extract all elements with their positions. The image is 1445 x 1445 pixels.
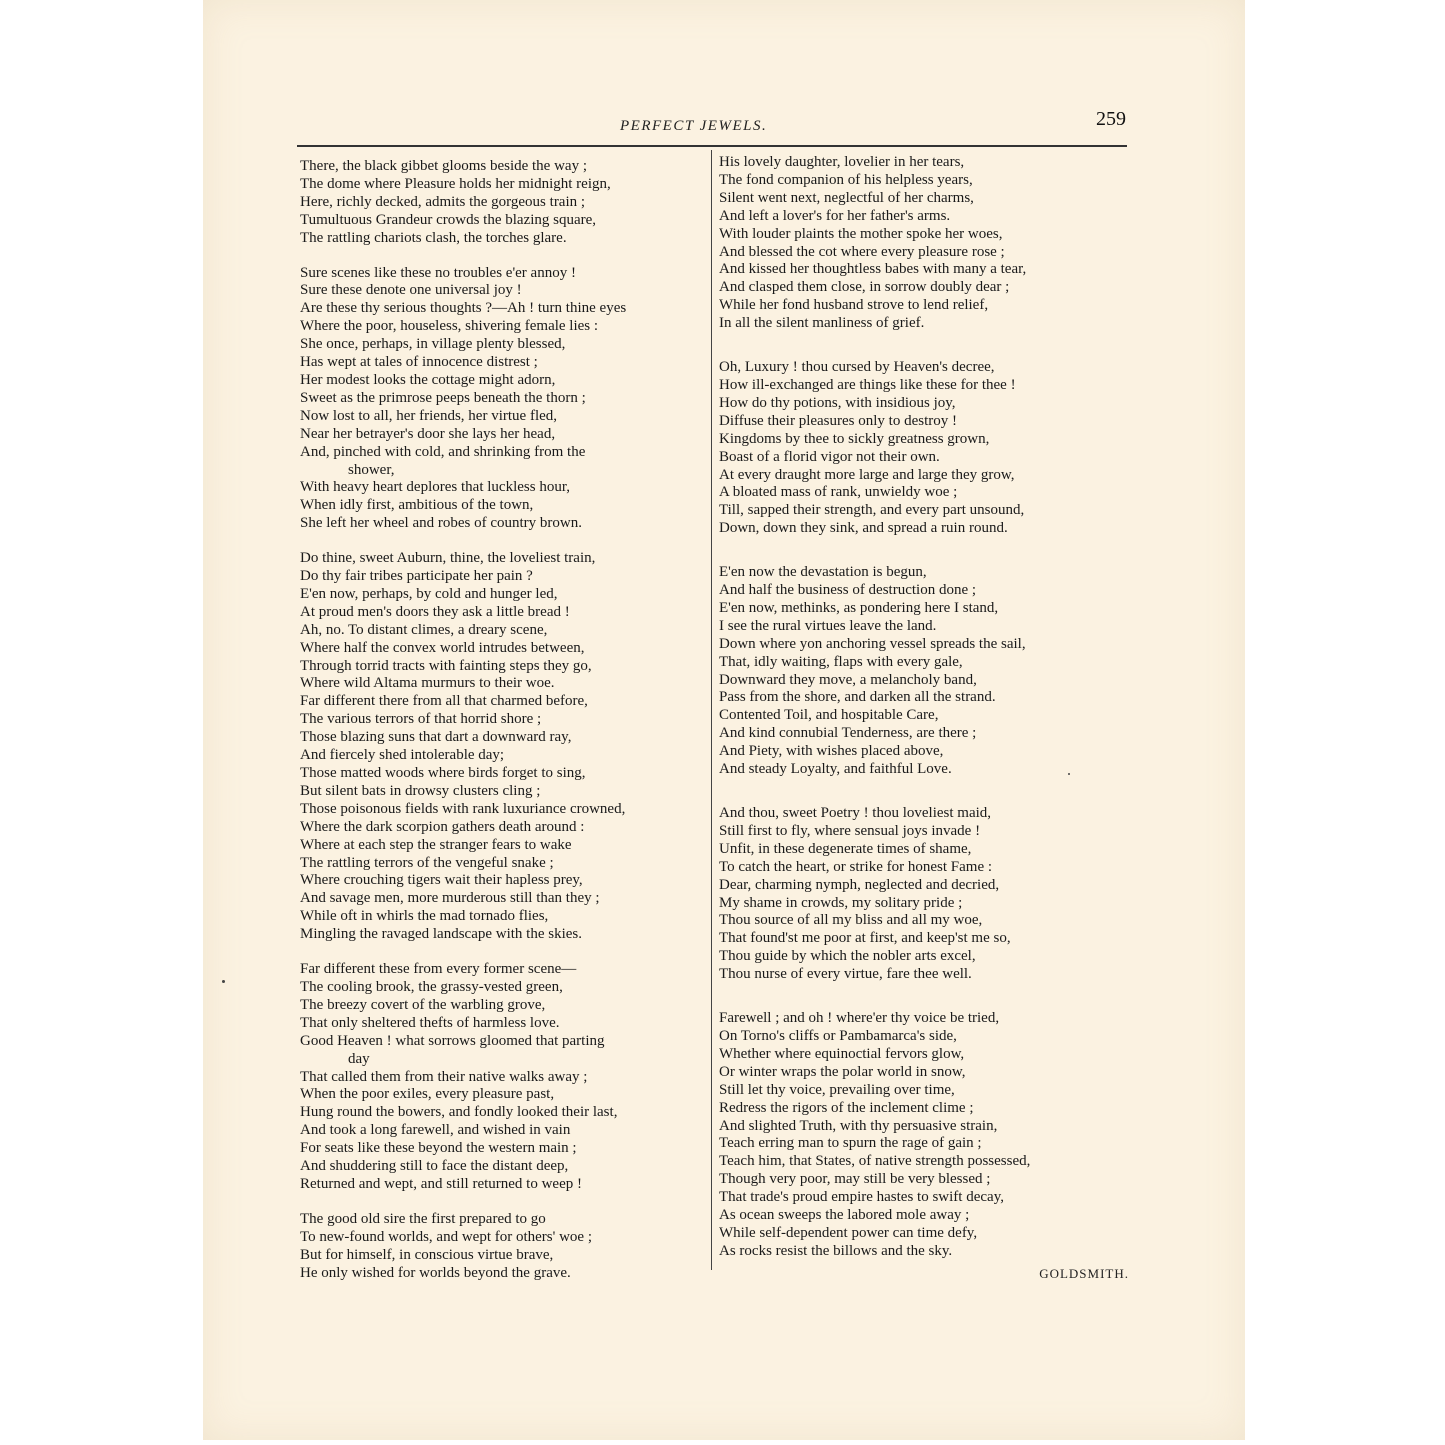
poem-line: While her fond husband strove to lend relief, [719, 297, 989, 314]
poem-line: When idly first, ambitious of the town, [300, 497, 534, 514]
poem-line: Teach him, that States, of native strength possessed, [719, 1153, 1031, 1170]
poem-line: Far different there from all that charmed before, [300, 693, 588, 710]
poem-line: Sure scenes like these no troubles e'er annoy ! [300, 264, 576, 281]
poem-line: How ill-exchanged are things like these for thee ! [719, 376, 1016, 393]
poem-line: Now lost to all, her friends, her virtue fled, [300, 407, 558, 424]
poem-line: Her modest looks the cottage might adorn, [300, 371, 556, 388]
poem-line: At every draught more large and large they grow, [719, 466, 1015, 483]
poem-line: My shame in crowds, my solitary pride ; [719, 894, 963, 911]
stanza-break [719, 538, 1129, 564]
page-speck [1068, 773, 1070, 775]
poem-line: Till, sapped their strength, and every part unsound, [719, 502, 1025, 519]
poem-line: And took a long farewell, and wished in vain [300, 1122, 571, 1139]
poem-line: Kingdoms by thee to sickly greatness grown, [719, 430, 990, 447]
stanza-break [719, 333, 1129, 359]
poem-line: And clasped them close, in sorrow doubly dear ; [719, 279, 1010, 296]
poem-line: That trade's proud empire hastes to swift decay, [719, 1189, 1004, 1206]
poem-line: And left a lover's for her father's arms. [719, 207, 951, 224]
poem-line: Thou guide by which the nobler arts excel, [719, 948, 976, 965]
poem-line: The various terrors of that horrid shore ; [300, 711, 542, 728]
stanza-break [300, 533, 720, 550]
poem-line: With heavy heart deplores that luckless hour, [300, 479, 570, 496]
poem-line: And kissed her thoughtless babes with many a tear, [719, 261, 1027, 278]
poem-line: He only wished for worlds beyond the grave. [300, 1264, 571, 1281]
poem-line: Unfit, in these degenerate times of shame, [719, 840, 972, 857]
poem-line: Good Heaven ! what sorrows gloomed that parting [300, 1032, 605, 1049]
poem-line: That only sheltered thefts of harmless love. [300, 1014, 560, 1031]
poem-line: That found'st me poor at first, and keep'st me so, [719, 930, 1011, 947]
poem-line: E'en now the devastation is begun, [719, 564, 927, 581]
poem-line: Downward they move, a melancholy band, [719, 671, 977, 688]
page-header [290, 108, 1128, 138]
poem-line: And shuddering still to face the distant deep, [300, 1158, 569, 1175]
poem-line: The rattling chariots clash, the torches glare. [300, 229, 567, 246]
poem-line: Pass from the shore, and darken all the strand. [719, 689, 996, 706]
poem-line: And kind connubial Tenderness, are there ; [719, 725, 977, 742]
poem-line: Mingling the ravaged landscape with the skies. [300, 926, 583, 943]
poem-line: With louder plaints the mother spoke her woes, [719, 225, 1003, 242]
poem-line: Those poisonous fields with rank luxuriance crowned, [300, 800, 626, 817]
poem-line: The rattling terrors of the vengeful snake ; [300, 854, 554, 871]
poem-line: And savage men, more murderous still than they ; [300, 890, 600, 907]
poem-line: In all the silent manliness of grief. [719, 315, 925, 332]
poem-line: Thou nurse of every virtue, fare thee well. [719, 966, 972, 983]
poem-line: I see the rural virtues leave the land. [719, 617, 937, 634]
poem-line: As ocean sweeps the labored mole away ; [719, 1207, 970, 1224]
poem-line: And steady Loyalty, and faithful Love. [719, 761, 952, 778]
poem-line: Whether where equinoctial fervors glow, [719, 1045, 965, 1062]
poem-line: While self-dependent power can time defy, [719, 1224, 978, 1241]
poem-line: Where the poor, houseless, shivering female lies : [300, 318, 599, 335]
stanza-break [300, 248, 720, 265]
poem-line: Are these thy serious thoughts ?—Ah ! turn thine eyes [300, 300, 627, 317]
left-column [300, 158, 720, 1282]
page-speck [222, 980, 225, 983]
poem-line: To new-found worlds, and wept for others' woe ; [300, 1228, 593, 1245]
poem-line: Silent went next, neglectful of her charms, [719, 189, 974, 206]
poem-line: Thou source of all my bliss and all my woe, [719, 912, 983, 929]
poem-line: Those blazing suns that dart a downward ray, [300, 729, 572, 746]
poem-line: Do thine, sweet Auburn, thine, the loveliest train, [300, 550, 596, 567]
poem-line: And thou, sweet Poetry ! thou loveliest maid, [719, 805, 992, 821]
stanza [300, 961, 720, 1194]
poem-line: She left her wheel and robes of country brown. [300, 515, 582, 532]
poem-line: Where the dark scorpion gathers death around : [300, 818, 585, 835]
poem-line: Do thy fair tribes participate her pain ? [300, 568, 533, 585]
poem-line: How do thy potions, with insidious joy, [719, 394, 956, 411]
header-rule [297, 145, 1127, 147]
poem-line: Dear, charming nymph, neglected and decried, [719, 876, 1000, 893]
stanza [719, 805, 1129, 984]
poem-line: Where crouching tigers wait their hapless prey, [300, 872, 583, 889]
poem-line: On Torno's cliffs or Pambamarca's side, [719, 1027, 957, 1044]
poem-line: Far different these from every former scene— [300, 961, 577, 978]
poem-line: For seats like these beyond the western main ; [300, 1140, 577, 1157]
poem-line: Down where yon anchoring vessel spreads the sail, [719, 635, 1026, 652]
poem-line: To catch the heart, or strike for honest Fame : [719, 858, 993, 875]
poem-line: Or winter wraps the polar world in snow, [719, 1063, 966, 1080]
poem-line: And Piety, with wishes placed above, [719, 743, 944, 760]
poem-line: The good old sire the first prepared to go [300, 1210, 546, 1227]
poem-line: Where wild Altama murmurs to their woe. [300, 675, 555, 692]
poem-line: Returned and wept, and still returned to weep ! [300, 1175, 582, 1192]
poem-line: Farewell ; and oh ! where'er thy voice be tried, [719, 1010, 1000, 1027]
poem-line: But silent bats in drowsy clusters cling ; [300, 782, 541, 799]
poem-line: And fiercely shed intolerable day; [300, 747, 505, 764]
stanza [719, 154, 1129, 333]
stanza [719, 359, 1129, 538]
poem-line: Teach erring man to spurn the rage of gain ; [719, 1135, 982, 1152]
poem-line: But for himself, in conscious virtue brave, [300, 1246, 554, 1263]
poem-line: Sweet as the primrose peeps beneath the thorn ; [300, 389, 586, 406]
stanza [300, 550, 720, 944]
poem-line: Down, down they sink, and spread a ruin round. [719, 520, 1008, 537]
right-column [719, 154, 1129, 1281]
poem-line: The cooling brook, the grassy-vested green, [300, 978, 563, 995]
poem-line: And slighted Truth, with thy persuasive strain, [719, 1117, 998, 1134]
stanza-break [300, 1194, 720, 1211]
poem-line: Ah, no. To distant climes, a dreary scene, [300, 621, 548, 638]
poem-line: day [348, 1050, 370, 1067]
poem-line: E'en now, perhaps, by cold and hunger led, [300, 585, 558, 602]
stanza [300, 265, 720, 534]
stanza-break [719, 779, 1129, 805]
poem-line: Hung round the bowers, and fondly looked their last, [300, 1104, 618, 1121]
poem-line: The fond companion of his helpless years, [719, 171, 973, 188]
stanza [300, 158, 720, 248]
poem-line: The breezy covert of the warbling grove, [300, 996, 546, 1013]
poem-line: Contented Toil, and hospitable Care, [719, 707, 939, 724]
poem-line: Diffuse their pleasures only to destroy ! [719, 412, 958, 429]
stanza [719, 1010, 1129, 1261]
poem-line: And, pinched with cold, and shrinking from the [300, 443, 586, 460]
poem-line: Still let thy voice, prevailing over time, [719, 1081, 955, 1098]
poem-line: Boast of a florid vigor not their own. [719, 448, 940, 465]
poem-line: Where at each step the stranger fears to wake [300, 836, 572, 853]
poem-line: shower, [348, 461, 395, 478]
poem-line: Has wept at tales of innocence distrest ; [300, 354, 538, 371]
poem-line: His lovely daughter, lovelier in her tears, [719, 154, 965, 170]
poem-line: When the poor exiles, every pleasure past, [300, 1086, 555, 1103]
running-title: PERFECT JEWELS. [620, 118, 768, 134]
poem-line: Sure these denote one universal joy ! [300, 282, 522, 299]
poem-line: The dome where Pleasure holds her midnight reign, [300, 175, 611, 192]
poem-line: There, the black gibbet glooms beside the way ; [300, 158, 587, 174]
page-number: 259 [1096, 108, 1126, 130]
poem-line: That called them from their native walks away ; [300, 1068, 588, 1085]
poem-line: And half the business of destruction done ; [719, 582, 977, 599]
stanza [300, 1211, 720, 1283]
poem-line: Where half the convex world intrudes between, [300, 639, 585, 656]
poem-line: Oh, Luxury ! thou cursed by Heaven's decree, [719, 359, 995, 376]
stanza-break [300, 944, 720, 961]
poem-line: Those matted woods where birds forget to sing, [300, 765, 586, 781]
poem-line: At proud men's doors they ask a little bread ! [300, 603, 570, 620]
stanza-break [719, 984, 1129, 1010]
poem-line: That, idly waiting, flaps with every gale, [719, 653, 963, 670]
poem-line: Through torrid tracts with fainting steps they go, [300, 657, 592, 674]
poem-line: While oft in whirls the mad tornado flies, [300, 908, 549, 925]
poem-line: She once, perhaps, in village plenty blessed, [300, 336, 566, 353]
poem-line: Though very poor, may still be very blessed ; [719, 1171, 991, 1188]
poem-line: A bloated mass of rank, unwieldy woe ; [719, 484, 958, 501]
poem-line: Still first to fly, where sensual joys invade ! [719, 822, 981, 839]
poem-line: Redress the rigors of the inclement clime ; [719, 1099, 974, 1116]
poem-line: Near her betrayer's door she lays her head, [300, 425, 556, 442]
poem-line: Here, richly decked, admits the gorgeous train ; [300, 193, 586, 210]
poem-line: As rocks resist the billows and the sky. [719, 1242, 953, 1259]
poem-line: E'en now, methinks, as pondering here I stand, [719, 599, 999, 616]
poem-line: Tumultuous Grandeur crowds the blazing square, [300, 211, 597, 228]
stanza [719, 564, 1129, 779]
poem-line: And blessed the cot where every pleasure rose ; [719, 243, 1005, 260]
author-attribution: GOLDSMITH. [1039, 1265, 1129, 1281]
